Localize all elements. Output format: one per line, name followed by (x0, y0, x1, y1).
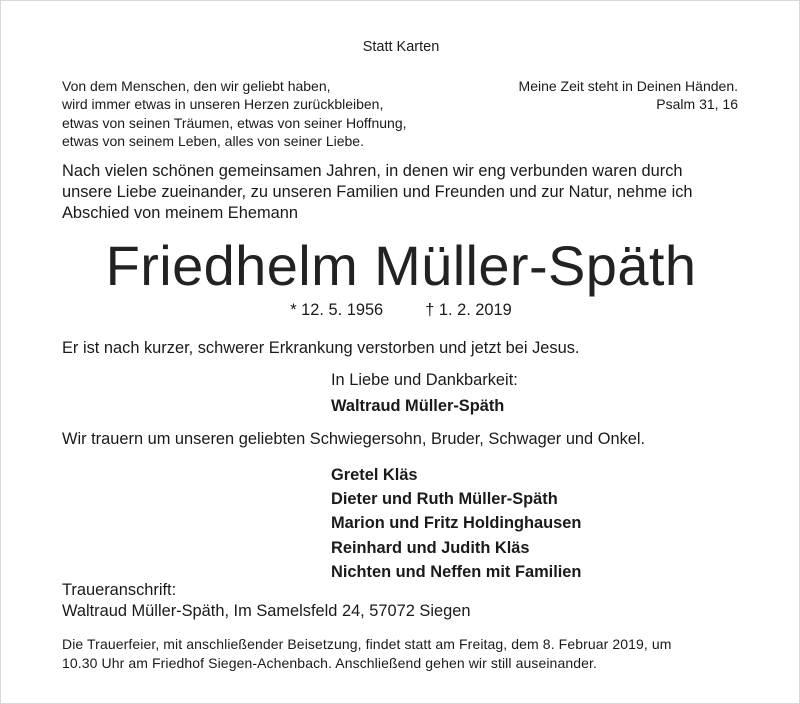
poem-line: etwas von seinem Leben, alles von seiner Liebe. (62, 132, 364, 149)
signer-name: Waltraud Müller-Späth (331, 397, 505, 415)
mourning-address: Waltraud Müller-Späth, Im Samelsfeld 24, 57072 Siegen (62, 602, 471, 620)
illness-statement: Er ist nach kurzer, schwerer Erkrankung verstorben und jetzt bei Jesus. (62, 339, 580, 357)
death-date: † 1. 2. 2019 (425, 301, 512, 319)
bible-verse (519, 77, 738, 114)
family-member: Marion und Fritz Holdinghausen (331, 514, 582, 533)
notice-heading: Statt Karten (362, 39, 440, 55)
family-member: Reinhard und Judith Kläs (331, 538, 530, 557)
service-line: 10.30 Uhr am Friedhof Siegen-Achenbach. Anschließend gehen wir still auseinander. (62, 654, 597, 671)
poem-line: wird immer etwas in unseren Herzen zurückbleiben, (62, 96, 384, 113)
service-line: Die Trauerfeier, mit anschließender Beisetzung, findet statt am Freitag, dem 8. Februar 2019, um (62, 636, 672, 652)
verse-reference: Psalm 31, 16 (656, 96, 738, 113)
poem-left (62, 77, 407, 150)
intro-line: unsere Liebe zueinander, zu unseren Familien und Freunden und zur Natur, nehme ich (62, 183, 693, 202)
poem-line: etwas von seinen Träumen, etwas von seiner Hoffnung, (62, 114, 407, 131)
gratitude-line: In Liebe und Dankbarkeit: (331, 371, 518, 389)
intro-line: Nach vielen schönen gemeinsamen Jahren, in denen wir eng verbunden waren durch (62, 162, 683, 180)
family-list (331, 463, 581, 584)
family-member: Nichten und Neffen mit Familien (331, 562, 582, 581)
service-info (62, 635, 672, 672)
verse-text: Meine Zeit steht in Deinen Händen. (518, 78, 738, 94)
family-member: Dieter und Ruth Müller-Späth (331, 490, 558, 509)
poem-line: Von dem Menschen, den wir geliebt haben, (62, 78, 331, 94)
deceased-name: Friedhelm Müller-Späth (105, 234, 697, 297)
address-label: Traueranschrift: (62, 581, 177, 599)
life-dates (1, 301, 800, 320)
intro-paragraph (62, 161, 693, 225)
birth-date: * 12. 5. 1956 (290, 301, 384, 319)
family-member: Gretel Kläs (331, 466, 418, 484)
mourning-statement: Wir trauern um unseren geliebten Schwiegersohn, Bruder, Schwager und Onkel. (62, 430, 646, 448)
intro-line: Abschied von meinem Ehemann (62, 204, 298, 223)
